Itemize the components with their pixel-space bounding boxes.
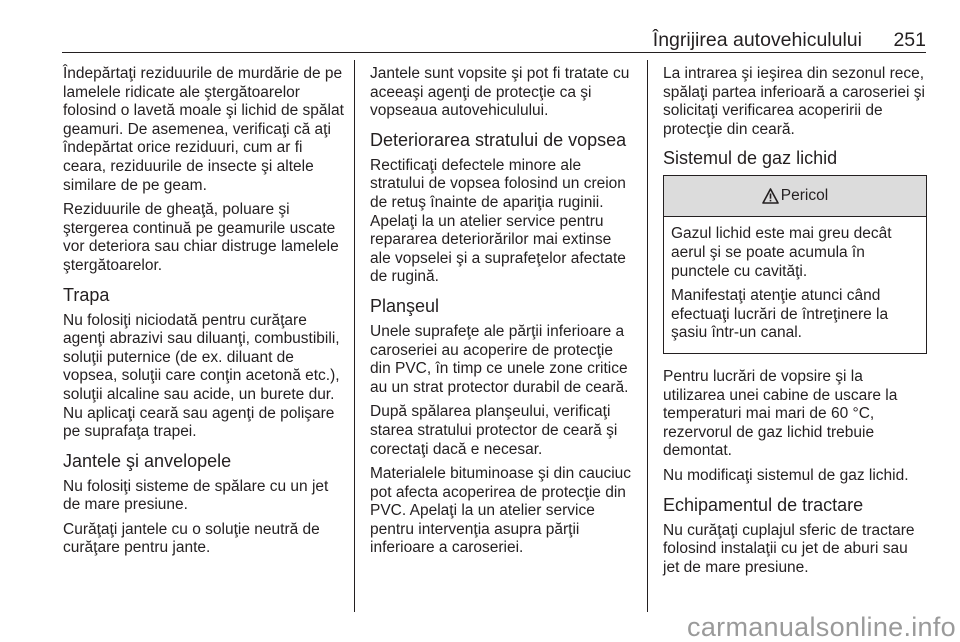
page-number: 251: [893, 29, 926, 51]
watermark: carmanualsonline.info: [687, 612, 956, 642]
underbody-paragraph-1: Unele suprafeţe ale părţii inferioare a caroseriei au acoperire de protecţie din PVC, în timp ce unele zone critice au un strat protector durabil de ceară.: [370, 322, 629, 396]
towing-paragraph: Nu curăţaţi cuplajul sferic de tractare folosind instalaţii cu jet de aburi sau jet de mare presiune.: [663, 521, 915, 576]
wheels-paint-paragraph: Jantele sunt vopsite şi pot fi tratate cu aceeaşi agenţi de protecţie ca şi vopseaua autovehiculului.: [370, 65, 630, 120]
column-3: [663, 65, 927, 583]
wheels-tyres-heading: Jantele şi anvelopele: [63, 450, 232, 471]
paint-damage-paragraph: Rectificaţi defectele minore ale stratului de vopsea folosind un creion de retuş înainte de apariţia ruginii. Apelaţi la un atelier service pentru repararea deteriorărilor mai extinse ale vopselei şi a suprafeţelor afectate de rugină.: [370, 156, 626, 286]
danger-warning-box: [663, 175, 927, 354]
lpg-paragraph-1: Pentru lucrări de vopsire şi la utilizarea unei cabine de uscare la temperaturi mai mari de 60 °C, rezervorul de gaz lichid trebuie demontat.: [663, 367, 898, 460]
lpg-paragraph-2: Nu modificaţi sistemul de gaz lichid.: [663, 466, 909, 484]
danger-warning-paragraph-1: Gazul lichid este mai greu decât aerul şi se poate acumula în punctele cu cavităţi.: [671, 225, 892, 280]
sunroof-paragraph: Nu folosiţi niciodată pentru curăţare agenţi abrazivi sau diluanţi, combustibili, soluţii puternice (de ex. diluant de vopsea, soluţii care conţin acetonă etc.), soluţii alcaline sau acide, un burete dur. Nu aplicaţi ceară sau agenţi de polişare pe suprafaţa trapei.: [63, 311, 340, 441]
column-1: [63, 65, 345, 564]
sunroof-heading: Trapa: [63, 284, 110, 305]
column-divider-2: [647, 60, 648, 612]
danger-warning-header: [664, 176, 926, 217]
wheels-paragraph-1: Nu folosiţi sisteme de spălare cu un jet de mare presiune.: [63, 477, 329, 514]
wiper-blade-paragraph-1: Îndepărtaţi reziduurile de murdărie de pe lamelele ridicate ale ştergătoarelor folosind o lavetă moale şi lichid de spălat geamuri. De asemenea, verificaţi că aţi îndepărtat orice reziduuri, cum ar fi ceara, reziduurile de insecte şi altele similare de pe geam.: [63, 65, 344, 194]
wheels-paragraph-2: Curăţaţi jantele cu o soluţie neutră de curăţare pentru jante.: [63, 520, 320, 557]
wiper-blade-paragraph-2: Reziduurile de gheaţă, poluare şi ştergerea continuă pe geamurile uscate vor deteriora sau chiar distruge lamelele ştergătoarelor.: [63, 201, 339, 274]
paint-damage-heading: Deteriorarea stratului de vopsea: [370, 129, 627, 150]
column-2: [370, 65, 634, 564]
underbody-heading: Planşeul: [370, 295, 440, 316]
underbody-paragraph-2: După spălarea planşeului, verificaţi starea stratului protector de ceară şi corectaţi dacă e necesar.: [370, 403, 618, 458]
page-header: [62, 28, 926, 53]
warning-triangle-icon: [762, 188, 779, 204]
underbody-paragraph-3: Materialele bituminoase şi din cauciuc pot afecta acoperirea de protecţie din PVC. Apelaţi la un atelier service pentru intervenţia asupra părţii inferioare a caroseriei.: [370, 465, 632, 557]
seasonal-wash-paragraph: La intrarea şi ieşirea din sezonul rece, spălaţi partea inferioară a caroseriei şi solicitaţi verificarea acoperirii de protecţie din ceară.: [663, 65, 925, 138]
danger-warning-body: [664, 217, 926, 353]
lpg-system-heading: Sistemul de gaz lichid: [663, 148, 838, 169]
danger-warning-paragraph-2: Manifestaţi atenţie atunci când efectuaţi lucrări de întreţinere la şasiu într-un canal.: [671, 287, 889, 342]
danger-warning-label: Pericol: [780, 187, 829, 205]
column-divider-1: [354, 60, 355, 612]
chapter-title: Îngrijirea autovehiculului: [652, 29, 862, 51]
towing-equipment-heading: Echipamentul de tractare: [663, 494, 864, 515]
